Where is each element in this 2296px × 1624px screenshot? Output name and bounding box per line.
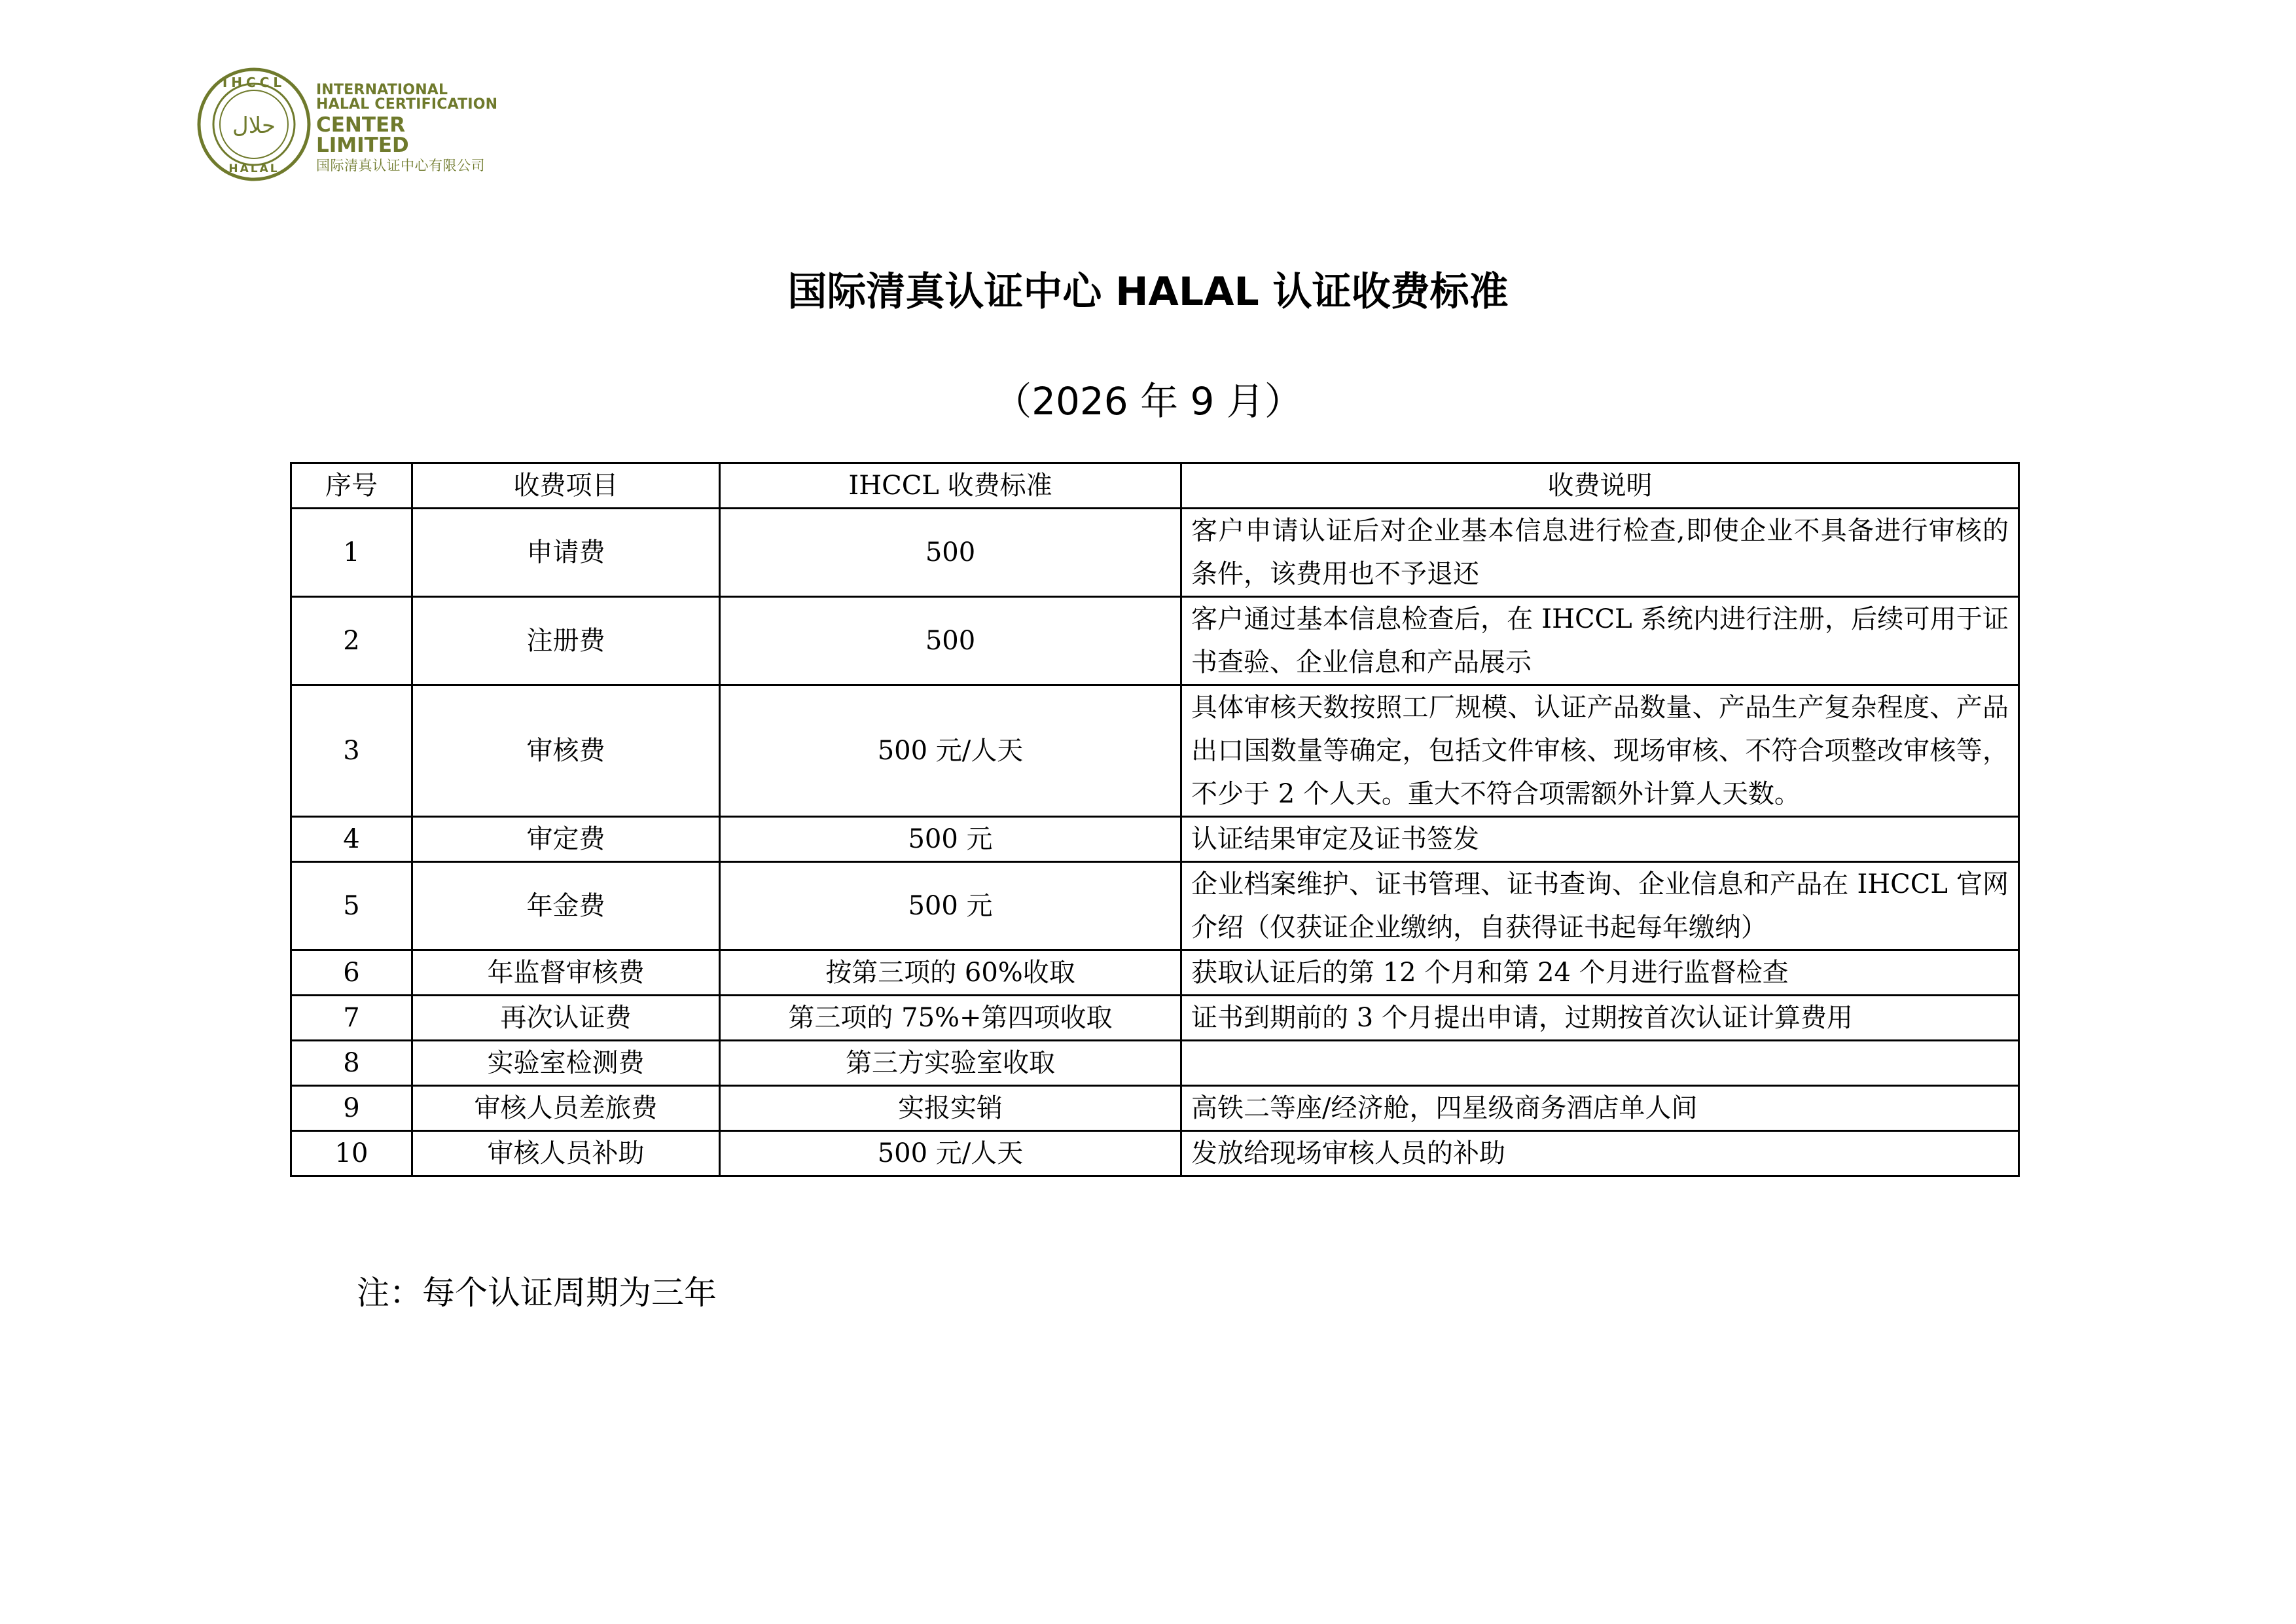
table-header-row: [291, 463, 2019, 509]
header-number: 序号: [291, 463, 412, 509]
fee-standard: 500 元/人天: [720, 1131, 1181, 1176]
row-number: 2: [291, 597, 412, 685]
fee-item: 审核费: [412, 685, 720, 817]
fee-table: [290, 462, 2020, 1177]
fee-item: 审核人员差旅费: [412, 1086, 720, 1131]
seal-top-text: IHCCL: [222, 75, 286, 90]
halal-seal-icon: [196, 62, 314, 187]
header-standard: IHCCL 收费标准: [720, 463, 1181, 509]
fee-description: 获取认证后的第 12 个月和第 24 个月进行监督检查: [1181, 950, 2019, 996]
fee-description: 高铁二等座/经济舱，四星级商务酒店单人间: [1181, 1086, 2019, 1131]
row-number: 6: [291, 950, 412, 996]
fee-description: 客户申请认证后对企业基本信息进行检查,即使企业不具备进行审核的条件，该费用也不予退还: [1181, 509, 2019, 597]
fee-item: 实验室检测费: [412, 1041, 720, 1086]
fee-standard: 第三项的 75%+第四项收取: [720, 996, 1181, 1041]
company-logo: [196, 62, 504, 187]
row-number: 1: [291, 509, 412, 597]
fee-description: 企业档案维护、证书管理、证书查询、企业信息和产品在 IHCCL 官网介绍（仅获证企业缴纳，自获得证书起每年缴纳）: [1181, 862, 2019, 950]
fee-standard: 实报实销: [720, 1086, 1181, 1131]
table-row: [291, 817, 2019, 862]
fee-description: 发放给现场审核人员的补助: [1181, 1131, 2019, 1176]
seal-arabic-text: حلال: [232, 113, 276, 139]
fee-standard: 按第三项的 60%收取: [720, 950, 1181, 996]
fee-standard: 500: [720, 509, 1181, 597]
footnote: 注：每个认证周期为三年: [357, 1274, 717, 1312]
table-row: [291, 1086, 2019, 1131]
table-row: [291, 862, 2019, 950]
fee-item: 注册费: [412, 597, 720, 685]
fee-item: 审定费: [412, 817, 720, 862]
fee-description: 客户通过基本信息检查后，在 IHCCL 系统内进行注册，后续可用于证书查验、企业信息和产品展示: [1181, 597, 2019, 685]
table-row: [291, 1041, 2019, 1086]
table-row: [291, 1131, 2019, 1176]
logo-line-international: INTERNATIONAL: [316, 82, 448, 98]
row-number: 4: [291, 817, 412, 862]
header-description: 收费说明: [1181, 463, 2019, 509]
row-number: 9: [291, 1086, 412, 1131]
fee-item: 申请费: [412, 509, 720, 597]
document-title: 国际清真认证中心 HALAL 认证收费标准: [787, 269, 1509, 315]
header-item: 收费项目: [412, 463, 720, 509]
fee-standard: 500 元: [720, 862, 1181, 950]
fee-standard: 500 元/人天: [720, 685, 1181, 817]
fee-description: 证书到期前的 3 个月提出申请，过期按首次认证计算费用: [1181, 996, 2019, 1041]
row-number: 3: [291, 685, 412, 817]
table-row: [291, 996, 2019, 1041]
table-row: [291, 597, 2019, 685]
logo-line-halal-certification: HALAL CERTIFICATION: [316, 96, 498, 113]
seal-bottom-text: HALAL: [228, 162, 279, 175]
logo-wordmark: [316, 83, 504, 173]
row-number: 10: [291, 1131, 412, 1176]
row-number: 5: [291, 862, 412, 950]
fee-standard: 500: [720, 597, 1181, 685]
row-number: 7: [291, 996, 412, 1041]
table-row: [291, 509, 2019, 597]
fee-description: 认证结果审定及证书签发: [1181, 817, 2019, 862]
table-row: [291, 685, 2019, 817]
logo-line-chinese-name: 国际清真认证中心有限公司: [316, 158, 485, 174]
fee-description: 具体审核天数按照工厂规模、认证产品数量、产品生产复杂程度、产品出口国数量等确定，包括文件审核、现场审核、不符合项整改审核等，不少于 2 个人天。重大不符合项需额外计算人天数。: [1181, 685, 2019, 817]
fee-item: 审核人员补助: [412, 1131, 720, 1176]
fee-item: 年监督审核费: [412, 950, 720, 996]
fee-description: [1181, 1041, 2019, 1086]
fee-item: 再次认证费: [412, 996, 720, 1041]
table-row: [291, 950, 2019, 996]
logo-line-center-limited: CENTER LIMITED: [316, 113, 409, 158]
row-number: 8: [291, 1041, 412, 1086]
fee-standard: 第三方实验室收取: [720, 1041, 1181, 1086]
fee-standard: 500 元: [720, 817, 1181, 862]
fee-item: 年金费: [412, 862, 720, 950]
document-date: （2026 年 9 月）: [994, 379, 1302, 424]
